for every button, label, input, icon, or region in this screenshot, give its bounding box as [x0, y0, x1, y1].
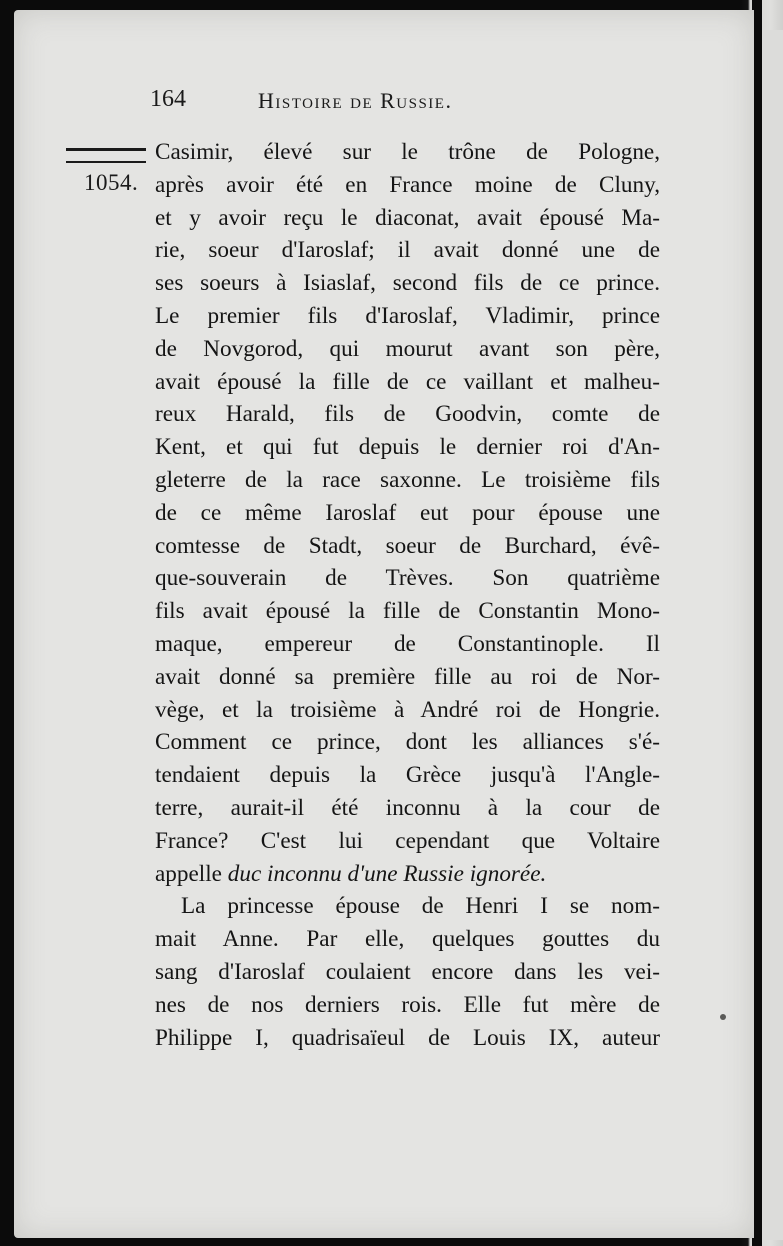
text-line: fils avait épousé la fille de Constantin Mono- [155, 598, 660, 625]
text-line: France? C'est lui cependant que Voltaire [155, 827, 660, 854]
section-rule [66, 148, 146, 163]
margin-year: 1054. [84, 170, 139, 195]
text-line: que-souverain de Trèves. Son quatrième [155, 565, 660, 592]
text-line: avait donné sa première fille au roi de Nor- [155, 663, 660, 690]
running-title: Histoire de Russie. [258, 88, 453, 113]
text-line: comtesse de Stadt, soeur de Burchard, évê- [155, 532, 660, 559]
text-line-last [155, 858, 660, 891]
text-line: terre, aurait-il été inconnu à la cour de [155, 794, 660, 821]
text-line: maque, empereur de Constantinople. Il [155, 630, 660, 657]
text-line: nes de nos derniers rois. Elle fut mère de [155, 991, 660, 1018]
text-line: ses soeurs à Isiaslaf, second fils de ce prince. [155, 270, 660, 297]
text-line-prefix: appelle [155, 860, 228, 887]
text-line: Casimir, élevé sur le trône de Pologne, [155, 139, 660, 165]
text-line: gleterre de la race saxonne. Le troisième fils [155, 466, 660, 493]
text-line: après avoir été en France moine de Cluny, [155, 171, 660, 198]
text-line: de ce même Iaroslaf eut pour épouse une [155, 499, 660, 526]
text-line: Kent, et qui fut depuis le dernier roi d'An- [155, 434, 660, 461]
text-line: vège, et la troisième à André roi de Hongrie. [155, 696, 660, 723]
text-line: reux Harald, fils de Goodvin, comte de [155, 401, 660, 428]
text-line: Le premier fils d'Iaroslaf, Vladimir, prince [155, 302, 660, 329]
page-number: 164 [150, 86, 186, 112]
text-line: tendaient depuis la Grèce jusqu'à l'Angle- [155, 762, 660, 789]
text-line: Philippe I, quadrisaïeul de Louis IX, auteur [155, 1024, 660, 1051]
paragraph-start: La princesse épouse de Henri I se nom- [181, 893, 660, 920]
paper-speck [720, 1014, 726, 1020]
page-header [150, 86, 670, 116]
italic-quote: duc inconnu d'une Russie ignorée. [227, 860, 547, 887]
text-line: Comment ce prince, dont les alliances s'é- [155, 729, 660, 756]
next-page-edge [762, 30, 783, 1240]
text-line: de Novgorod, qui mourut avant son père, [155, 335, 660, 362]
text-line: mait Anne. Par elle, quelques gouttes du [155, 926, 660, 953]
text-line: et y avoir reçu le diaconat, avait épousé Ma- [155, 204, 660, 231]
text-line: rie, soeur d'Iaroslaf; il avait donné une de [155, 237, 660, 264]
text-line: avait épousé la fille de ce vaillant et malheu- [155, 368, 660, 395]
text-line: sang d'Iaroslaf coulaient encore dans les vei- [155, 958, 660, 985]
body-text [155, 136, 660, 1054]
